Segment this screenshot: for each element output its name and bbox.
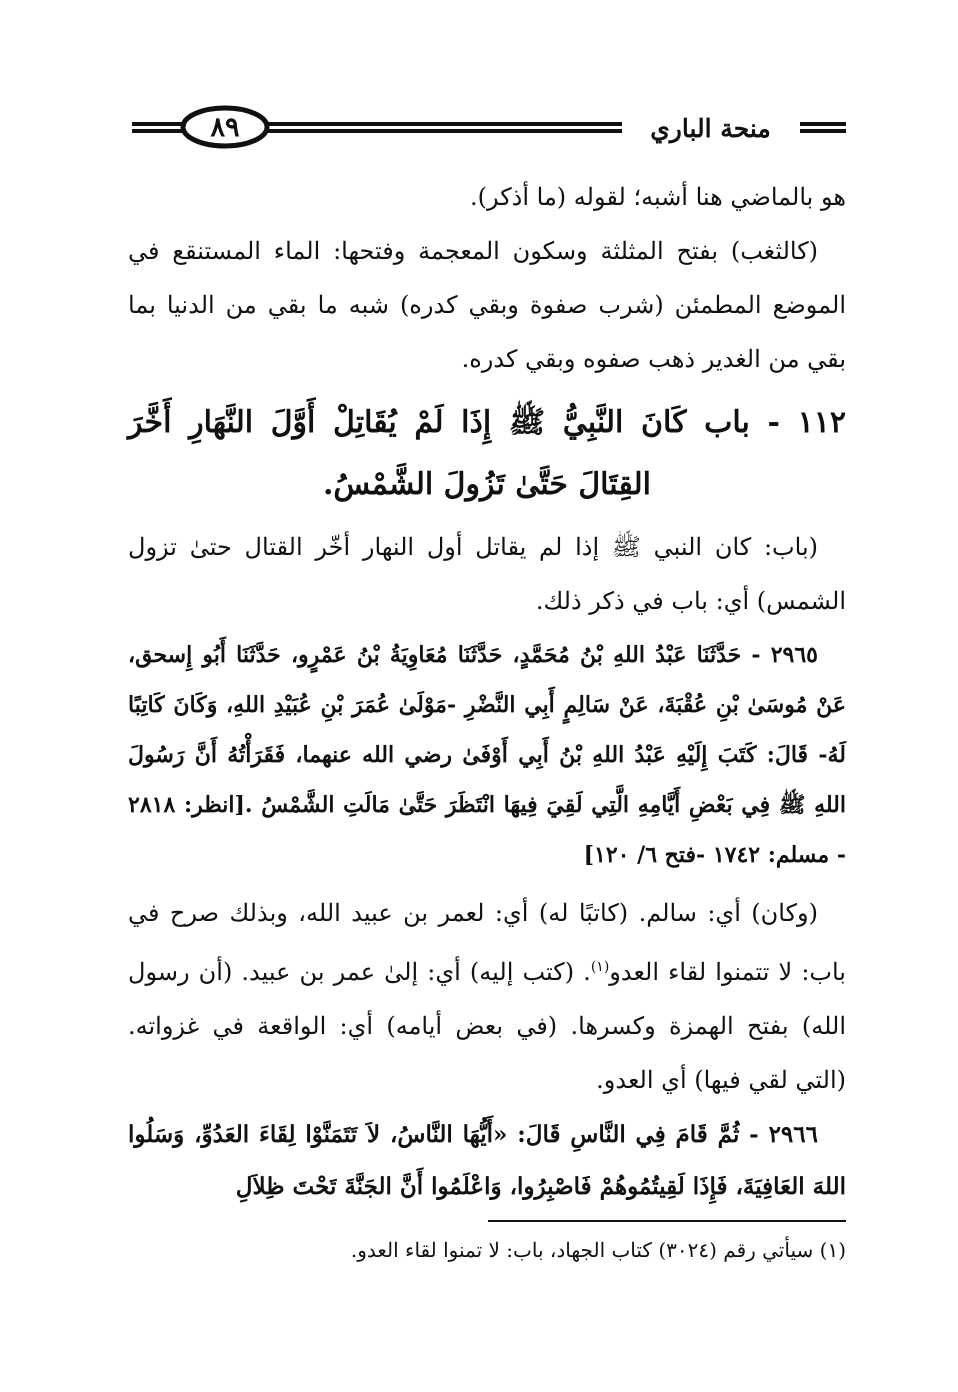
header-ornament	[0, 0, 958, 160]
running-title: منحة الباري	[650, 114, 771, 143]
paragraph-1: هو بالماضي هنا أشبه؛ لقوله (ما أذكر).	[469, 183, 846, 211]
footnote: (١) سيأتي رقم (٣٠٢٤) كتاب الجهاد، باب: لا تمنوا لقاء العدو.	[350, 1238, 846, 1262]
chapter-heading: ١١٢ - باب كَانَ النَّبِيُّ ﷺ إِذَا لَمْ يُقَاتِلْ أَوَّلَ النَّهَارِ أَخَّرَ القِتَالَ حَتَّىٰ تَزُولَ الشَّمْسُ.	[128, 405, 846, 502]
page-body	[128, 170, 846, 1219]
paragraph-3: (باب: كان النبي ﷺ إذا لم يقاتل أول النهار أخّر القتال حتىٰ تزول الشمس) أي: باب في ذكر ذلك.	[128, 533, 846, 615]
paragraph-4	[128, 886, 846, 1107]
page-header	[0, 0, 958, 160]
page-number: ٨٩	[210, 112, 240, 143]
paragraph-2: (كالثغب) بفتح المثلثة وسكون المعجمة وفتحها: الماء المستنقع في الموضع المطمئن (شرب صفوة وبقي كدره) شبه ما بقي من الدنيا بما بقي من الغدير ذهب صفوه وبقي كدره.	[128, 237, 846, 373]
paragraph-4-text-a: (وكان) أي: سالم. (كاتبًا له) أي: لعمر بن عبيد الله، وبذلك صرح في باب: لا تتمنوا لقاء العدو	[128, 899, 846, 986]
footnote-separator	[488, 1220, 846, 1222]
paragraph-4-text-b: . (كتب إليه) أي: إلىٰ عمر بن عبيد. (أن رسول الله) بفتح الهمزة وكسرها. (في بعض أيامه) أي: الواقعة في غزواته. (التي لقي فيها) أي العدو.	[128, 958, 846, 1094]
hadith-2965: ٢٩٦٥ - حَدَّثَنَا عَبْدُ اللهِ بْنُ مُحَمَّدٍ، حَدَّثَنَا مُعَاوِيَةُ بْنُ عَمْرٍو، حَدَّثَنَا أَبُو إِسحق، عَنْ مُوسَىٰ بْنِ عُقْبَةَ، عَنْ سَالِمٍ أَبِي النَّضْرِ -مَوْلَىٰ عُمَرَ بْنِ عُبَيْدِ اللهِ، وَكَانَ كَاتِبًا لَهُ- قَالَ: كَتَبَ إِلَيْهِ عَبْدُ اللهِ بْنُ أَبِي أَوْفَىٰ رضي الله عنهما، فَقَرَأْتُهُ أَنَّ رَسُولَ اللهِ ﷺ فِي بَعْضِ أَيَّامِهِ الَّتِي لَقِيَ فِيهَا انْتَظَرَ حَتَّىٰ مَالَتِ الشَّمْسُ .[انظر: ٢٨١٨ - مسلم: ١٧٤٢ -فتح ٦/ ١٢٠]	[128, 642, 846, 868]
hadith-2966: ٢٩٦٦ - ثُمَّ قَامَ فِي النَّاسِ قَالَ: «أَيُّهَا النَّاسُ، لاَ تَتَمَنَّوْا لِقَاءَ العَدُوِّ، وَسَلُوا اللهَ العَافِيَةَ، فَإِذَا لَقِيتُمُوهُمْ فَاصْبِرُوا، وَاعْلَمُوا أَنَّ الجَنَّةَ تَحْتَ ظِلاَلِ	[128, 1121, 846, 1200]
footnote-reference: (١)	[590, 959, 610, 975]
